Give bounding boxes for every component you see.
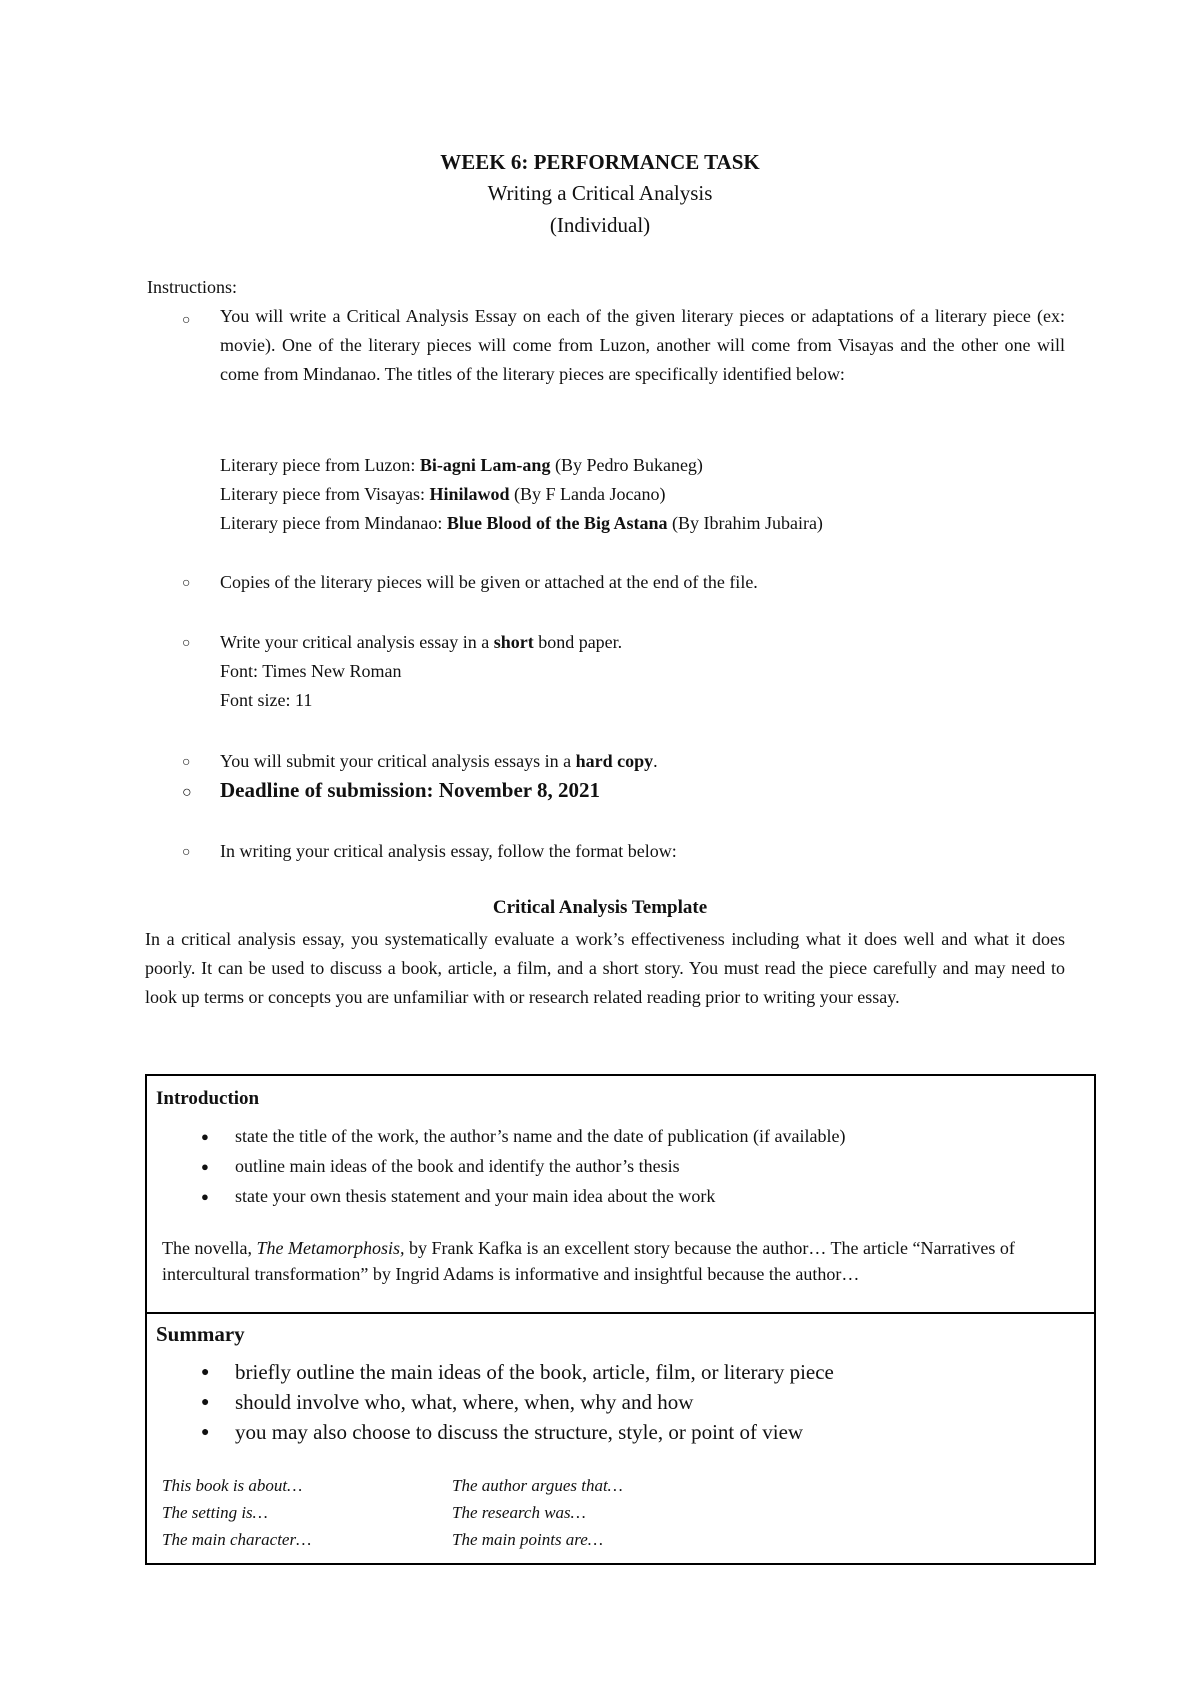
instruction-item-2: Copies of the literary pieces will be given or attached at the end of the file. (220, 572, 758, 592)
template-heading: Critical Analysis Template (492, 897, 708, 918)
introduction-example: The novella, The Metamorphosis, by Frank Kafka is an excellent story because the author… The article “Narratives of intercultural transformation” by Ingrid Adams is informative and insightful because the author… (162, 1238, 1015, 1284)
font-requirement: Font: Times New Roman (220, 661, 402, 681)
summary-title: Summary (156, 1322, 245, 1346)
bullet-marker: ○ (182, 784, 192, 801)
bullet-marker: ● (201, 1129, 209, 1144)
summary-item: briefly outline the main ideas of the book, article, film, or literary piece (235, 1360, 834, 1384)
bullet-marker: ● (201, 1395, 210, 1410)
instruction-item-1: You will write a Critical Analysis Essay on each of the given literary pieces or adaptations of a literary piece (ex: movie). One of the literary pieces will come from Luzon, another will come from Visayas and the other one will come from Mindanao. The titles of the literary pieces are specifically identified below: (220, 306, 1065, 384)
summary-item: you may also choose to discuss the structure, style, or point of view (235, 1420, 804, 1444)
instructions-label: Instructions: (147, 277, 237, 297)
summary-phrase: The setting is… (162, 1503, 268, 1522)
literary-piece-visayas: Literary piece from Visayas: Hinilawod (By F Landa Jocano) (220, 484, 666, 504)
summary-box (145, 1312, 1096, 1565)
summary-phrase: The main character… (162, 1530, 312, 1549)
task-mode: (Individual) (549, 213, 651, 237)
instruction-item-4: You will submit your critical analysis essays in a hard copy. (220, 751, 658, 771)
instruction-item-6: In writing your critical analysis essay, follow the format below: (220, 841, 677, 861)
introduction-item: state the title of the work, the author’s name and the date of publication (if available) (235, 1126, 846, 1146)
literary-piece-mindanao: Literary piece from Mindanao: Blue Blood of the Big Astana (By Ibrahim Jubaira) (220, 513, 823, 533)
summary-phrase: This book is about… (162, 1476, 303, 1495)
summary-item: should involve who, what, where, when, why and how (235, 1390, 694, 1414)
introduction-title: Introduction (156, 1088, 260, 1109)
introduction-item: outline main ideas of the book and identify the author’s thesis (235, 1156, 680, 1176)
bullet-marker: ○ (182, 636, 191, 651)
summary-phrase: The research was… (452, 1503, 586, 1522)
bullet-marker: ● (201, 1365, 210, 1380)
page-title: WEEK 6: PERFORMANCE TASK (440, 150, 760, 174)
bullet-marker: ○ (182, 576, 191, 591)
font-size-requirement: Font size: 11 (220, 690, 313, 710)
introduction-item: state your own thesis statement and your main idea about the work (235, 1186, 716, 1206)
literary-piece-luzon: Literary piece from Luzon: Bi-agni Lam-ang (By Pedro Bukaneg) (220, 455, 703, 475)
submission-deadline: Deadline of submission: November 8, 2021 (220, 778, 600, 802)
summary-phrase: The main points are… (452, 1530, 603, 1549)
bullet-marker: ○ (182, 845, 191, 860)
introduction-box (145, 1074, 1096, 1314)
bullet-marker: ● (201, 1159, 209, 1174)
template-description: In a critical analysis essay, you systematically evaluate a work’s effectiveness including what it does well and what it does poorly. It can be used to discuss a book, article, a film, and a short story. You must read the piece carefully and may need to look up terms or concepts you are unfamiliar with or research related reading prior to writing your essay. (145, 929, 1065, 1007)
instruction-item-3: Write your critical analysis essay in a short bond paper. (220, 632, 623, 652)
bullet-marker: ● (201, 1189, 209, 1204)
bullet-marker: ○ (182, 755, 191, 770)
page-subtitle: Writing a Critical Analysis (487, 181, 713, 205)
bullet-marker: ○ (182, 313, 191, 328)
summary-phrase: The author argues that… (452, 1476, 623, 1495)
bullet-marker: ● (201, 1425, 210, 1440)
